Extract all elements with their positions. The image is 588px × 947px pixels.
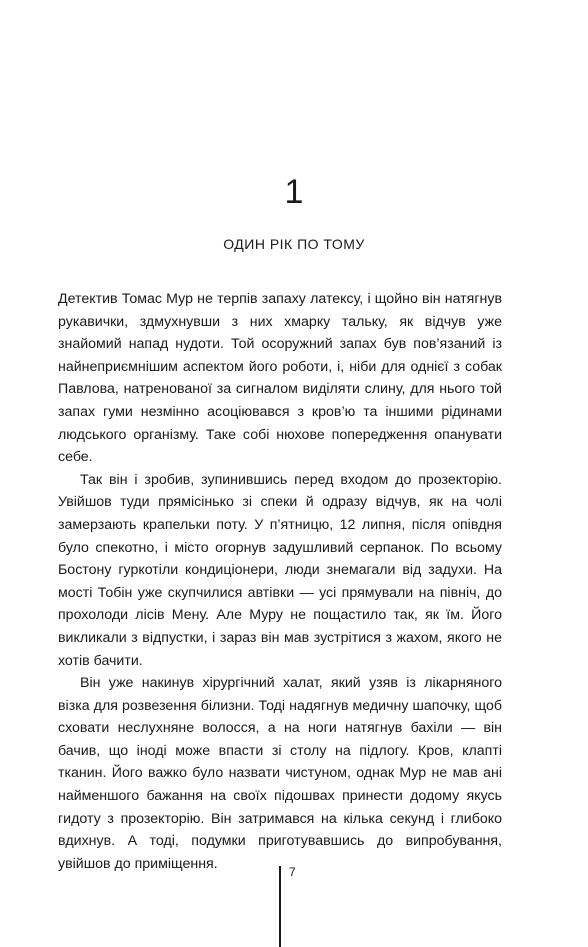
chapter-title: ОДИН РІК ПО ТОМУ — [223, 236, 365, 252]
page-number: 7 — [289, 865, 296, 879]
chapter-number: 1 — [284, 173, 304, 211]
body-text — [58, 288, 502, 875]
paragraph-3: Він уже накинув хірургічний халат, який узяв із лікарняного візка для розвезення білизни. Тоді надягнув медичну шапочку, щоб сховати неслухняне волосся, а на ноги натягнув бахіли — він бачив, що іноді може впасти зі столу на підлогу. Кров, клапті тканин. Його важко було назвати чистуном, однак Мур не мав ані найменшого бажання на своїх підошвах принести додому якусь гидоту з прозекторію. Він затримався на кілька секунд і глибоко вдихнув. А тоді, подумки приготувавшись до випробування, увійшов до приміщення. — [58, 675, 502, 872]
paragraph-2: Так він і зробив, зупинившись перед входом до прозекторію. Увійшов туди прямісінько зі спеки й одразу відчув, як на чолі замерзають крапельки поту. У п’ятницю, 12 липня, після опівдня було спекотно, і місто огорнув задушливий серпанок. По всьому Бостону гуркотіли кондиціонери, люди знемагали від задухи. На мості Тобін уже скупчилися автівки — усі прямували на північ, до прохолоди лісів Мену. Але Муру не пощастило так, як їм. Його викликали з відпустки, і зараз він мав зустрітися з жахом, якого не хотів бачити. — [58, 471, 502, 669]
paragraph-1: Детектив Томас Мур не терпів запаху латексу, і щойно він натягнув рукавички, здмухнувши з них хмарку тальку, як відчув уже знайомий напад нудоти. Той осоружний запах був пов’язаний із найнеприємнішим аспектом його роботи, і, ніби для однієї з собак Павлова, натренованої за сигналом виділяти слину, для нього той запах гуми незмінно асоціювався з кров’ю та іншими рідинами людського організму. Таке собі нюхове попередження опанувати себе. — [58, 291, 502, 466]
footer-rule — [279, 866, 281, 947]
